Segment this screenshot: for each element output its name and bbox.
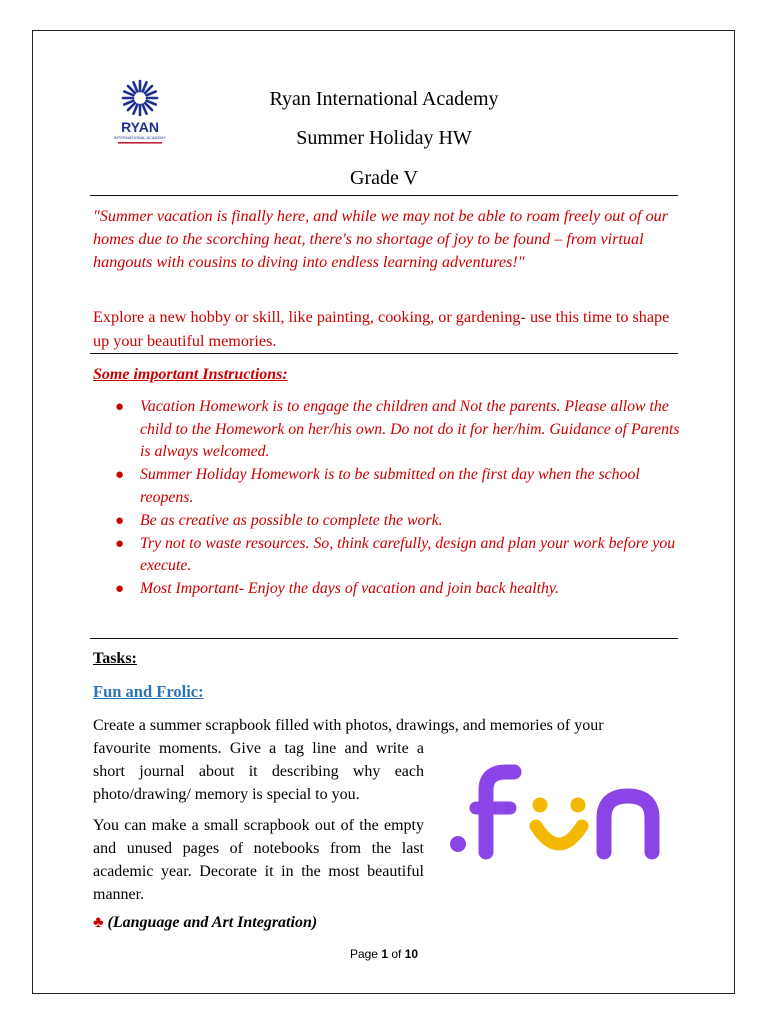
bullet-icon: ●: [115, 467, 125, 483]
bullet-icon: ●: [115, 399, 125, 415]
bullet-icon: ●: [115, 512, 125, 529]
scrapbook-paragraph-rest: favourite moments. Give a tag line and write a short journal about it describing why each photo/drawing/ memory is special to you.: [93, 740, 424, 803]
instruction-item: ● Summer Holiday Homework is to be submitted on the first day when the school reopens.: [115, 466, 640, 506]
instructions-list: [110, 396, 680, 601]
instruction-item: ● Most Important- Enjoy the days of vacation and join back healthy.: [110, 578, 680, 601]
grade-label: Grade V: [350, 167, 418, 189]
scrapbook-instructions-paragraph: You can make a small scrapbook out of the empty and unused pages of notebooks from the last academic year. Decorate it in the most beautiful manner.: [93, 817, 424, 903]
intro-divider: [90, 353, 678, 354]
svg-text:RYAN: RYAN: [121, 119, 159, 135]
fun-and-frolic-heading: Fun and Frolic:: [93, 682, 204, 701]
instruction-item: ● Try not to waste resources. So, think carefully, design and plan your work before you execute.: [115, 534, 676, 574]
bullet-icon: ●: [115, 535, 125, 552]
scrapbook-paragraph-lead: Create a summer scrapbook filled with photos, drawings, and memories of your: [93, 717, 604, 734]
school-name: Ryan International Academy: [269, 88, 499, 110]
instructions-divider: [90, 638, 678, 639]
header-divider: [90, 195, 678, 196]
bullet-icon: ●: [115, 581, 125, 597]
instruction-item: ● Be as creative as possible to complete the work.: [110, 510, 680, 533]
tasks-heading: Tasks:: [93, 650, 137, 667]
intro-quote: "Summer vacation is finally here, and while we may not be able to roam freely out of our homes due to the scorching heat, there's no shortage of joy to be found – from virtual hangouts with cousins to diving into endless learning adventures!": [93, 207, 669, 271]
fun-logo-image: [448, 760, 663, 860]
instruction-item: ● Vacation Homework is to engage the children and Not the parents. Please allow the child to the Homework on her/his own. Do not do it for her/him. Guidance of Parents is always welcomed.: [115, 398, 680, 460]
explore-paragraph: Explore a new hobby or skill, like painting, cooking, or gardening- use this time to shape up your beautiful memories.: [93, 308, 670, 350]
club-icon: ♣: [93, 914, 104, 931]
document-title: Summer Holiday HW: [296, 127, 472, 149]
integration-note: ♣ (Language and Art Integration): [93, 914, 318, 931]
page-footer: Page 1 of 10: [349, 947, 419, 961]
instructions-heading: Some important Instructions:: [93, 366, 288, 383]
svg-text:INTERNATIONAL ACADEMY: INTERNATIONAL ACADEMY: [113, 135, 167, 140]
